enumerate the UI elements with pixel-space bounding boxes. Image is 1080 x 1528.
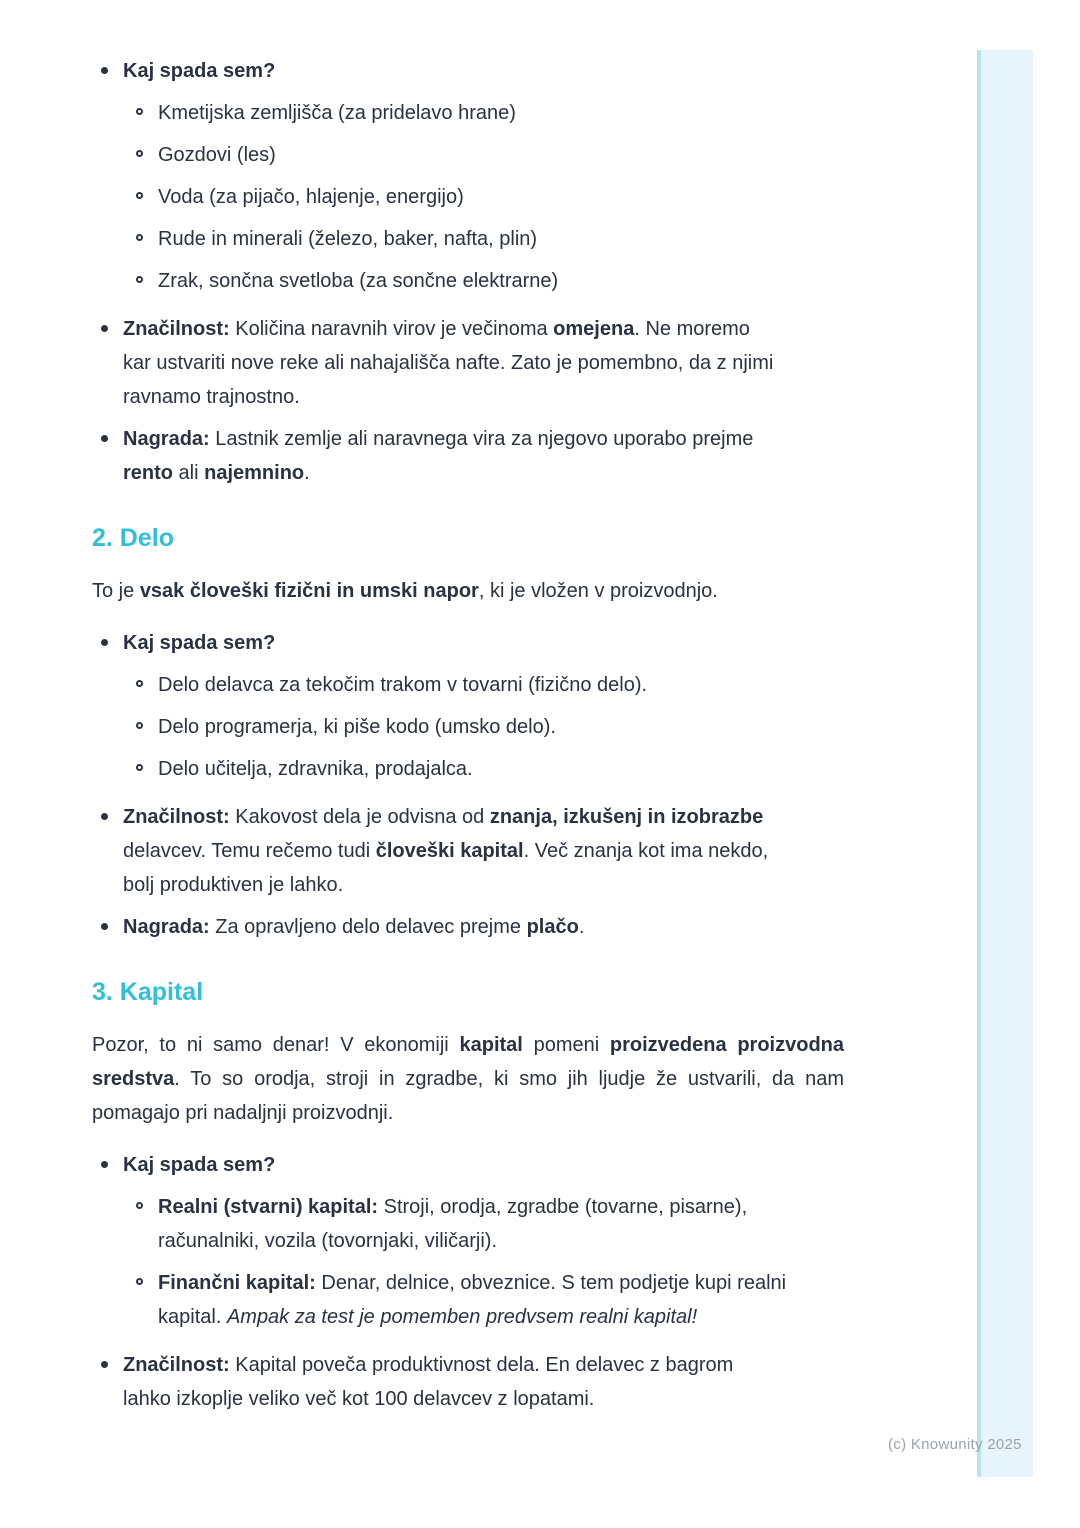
text-run: Delo delavca za tekočim trakom v tovarni (fizično delo). [158,674,648,696]
text-run: Realni (stvarni) kapital: Stroji, orodja, zgradbe (tovarne, pisarne), računalniki, vozila (tovornjaki, viličarji). [158,1196,748,1252]
sub-bullet-item [92,180,840,214]
paragraph [92,574,844,608]
circle-marker-icon [136,722,143,729]
circle-marker-icon [136,108,143,115]
sub-bullet-item [92,1266,840,1334]
text-run: Gozdovi (les) [158,144,276,166]
text-run: Delo programerja, ki piše kodo (umsko delo). [158,716,556,738]
section-heading [92,974,844,1010]
bullet-marker-icon [101,1361,108,1368]
text-run: Kmetijska zemljišča (za pridelavo hrane) [158,102,516,124]
circle-marker-icon [136,150,143,157]
text-run: Kaj spada sem? [123,60,276,82]
sub-bullet-item [92,668,840,702]
bullet-item [92,910,778,944]
text-run: Značilnost: Kapital poveča produktivnost dela. En delavec z bagrom lahko izkoplje veliko več kot 100 delavcev z lopatami. [123,1354,734,1410]
text-run: Delo učitelja, zdravnika, prodajalca. [158,758,473,780]
text-run: Značilnost: Količina naravnih virov je večinoma omejena. Ne moremo kar ustvariti nove reke ali nahajališča nafte. Zato je pomembno, da z njimi ravnamo trajnostno. [123,318,774,408]
text-run: Kaj spada sem? [123,1154,276,1176]
sub-bullet-item [92,96,840,130]
text-run: Kaj spada sem? [123,632,276,654]
circle-marker-icon [136,764,143,771]
sub-bullet-item [92,710,840,744]
bullet-marker-icon [101,435,108,442]
text-run: Zrak, sončna svetloba (za sončne elektrarne) [158,270,559,292]
sidebar-strip [977,50,1033,1477]
sub-bullet-item [92,752,840,786]
text-run: Nagrada: Za opravljeno delo delavec prejme plačo. [123,916,585,938]
sub-bullet-item [92,222,840,256]
circle-marker-icon [136,1278,143,1285]
copyright-watermark: (c) Knowunity 2025 [888,1436,1022,1453]
circle-marker-icon [136,680,143,687]
paragraph [92,1028,844,1130]
section-heading [92,520,844,556]
text-run: Rude in minerali (železo, baker, nafta, plin) [158,228,538,250]
text-run: Voda (za pijačo, hlajenje, energijo) [158,186,464,208]
bullet-item [92,54,778,88]
sub-bullet-item [92,264,840,298]
bullet-item [92,422,778,490]
text-run: Finančni kapital: Denar, delnice, obveznice. S tem podjetje kupi realni kapital. Ampak za test je pomemben predvsem realni kapital! [158,1272,787,1328]
bullet-item [92,626,778,660]
text-run: 3. Kapital [92,978,204,1006]
circle-marker-icon [136,276,143,283]
text-run: Pozor, to ni samo denar! V ekonomiji kapital pomeni proizvedena proizvodna sredstva. To so orodja, stroji in zgradbe, ki smo jih ljudje že ustvarili, da nam pomagajo pri nadaljnji proizvodnji. [92,1034,845,1124]
note-content [92,46,844,1416]
bullet-marker-icon [101,67,108,74]
bullet-item [92,312,778,414]
sub-bullet-item [92,138,840,172]
bullet-marker-icon [101,923,108,930]
circle-marker-icon [136,1202,143,1209]
text-run: Nagrada: Lastnik zemlje ali naravnega vira za njegovo uporabo prejme rento ali najemnino. [123,428,754,484]
bullet-marker-icon [101,325,108,332]
bullet-marker-icon [101,639,108,646]
bullet-item [92,1148,778,1182]
text-run: 2. Delo [92,524,174,552]
text-run: Značilnost: Kakovost dela je odvisna od znanja, izkušenj in izobrazbe delavcev. Temu rečemo tudi človeški kapital. Več znanja kot ima nekdo, bolj produktiven je lahko. [123,806,769,896]
bullet-marker-icon [101,1161,108,1168]
bullet-item [92,1348,778,1416]
sub-bullet-item [92,1190,840,1258]
circle-marker-icon [136,234,143,241]
text-run: To je vsak človeški fizični in umski napor, ki je vložen v proizvodnjo. [92,580,718,602]
bullet-item [92,800,778,902]
circle-marker-icon [136,192,143,199]
bullet-marker-icon [101,813,108,820]
